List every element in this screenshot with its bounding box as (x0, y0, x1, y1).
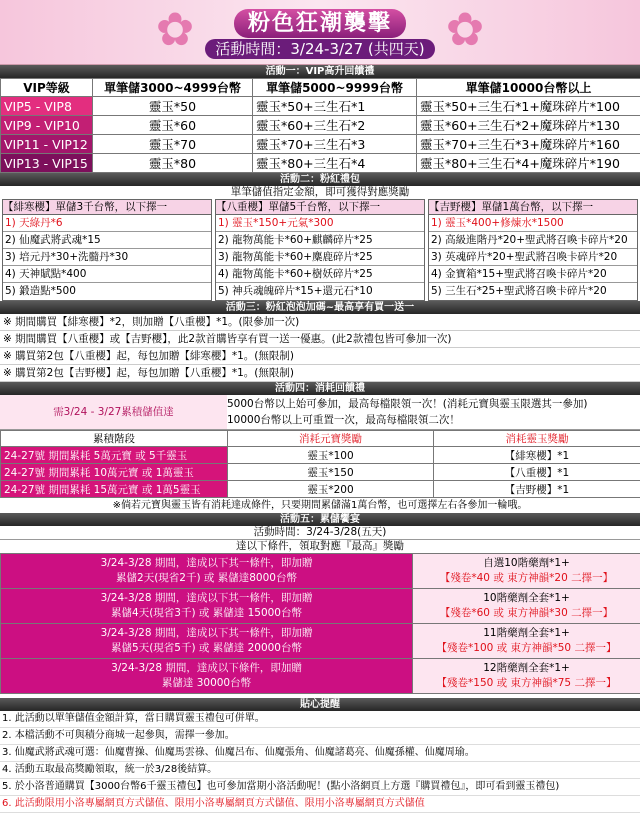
list-item: 3) 龍物萬能卡*60+麋鹿碎片*25 (216, 249, 424, 266)
act3-title: 活動三：粉紅泡泡加碼~最高享有買一送一 (0, 301, 640, 314)
reward-cell: 靈玉*200 (228, 481, 434, 498)
tips-title: 貼心提醒 (0, 698, 640, 711)
table-row (1, 554, 640, 589)
list-item: 2) 龍物萬能卡*60+麒麟碎片*25 (216, 232, 424, 249)
act1-title: 活動一：VIP高升回饋禮 (0, 65, 640, 78)
act4-title: 活動四：消耗回饋禮 (0, 382, 640, 395)
reward-cell: 靈玉*70+三生石*3 (253, 135, 417, 154)
list-item: 1) 靈玉*400+修煉水*1500 (429, 215, 637, 232)
table-row (1, 659, 640, 694)
act3-line: ※ 購買第2包【吉野櫻】起，每包加贈【八重櫻】*1。(無限制) (0, 365, 640, 382)
list-item: 1) 天綠丹*6 (3, 215, 211, 232)
reward-cell: 靈玉*50 (93, 97, 253, 116)
vip-level: VIP9 - VIP10 (1, 116, 93, 135)
condition-cell: 3/24-3/28 期間，達成以下其一條件，即加贈 累儲4天(現省3千) 或 累儲達 15000台幣 (1, 589, 413, 624)
act3-line: ※ 購買第2包【八重櫻】起，每包加贈【緋寒櫻】*1。(無限制) (0, 348, 640, 365)
flower-left-icon: ✿ (150, 0, 200, 60)
act3-line: ※ 期間購買【緋寒櫻】*2，則加贈【八重櫻】*1。(限參加一次) (0, 314, 640, 331)
act4-condition-text (227, 395, 640, 429)
reward-cell: 靈玉*50+三生石*1+魔珠碎片*100 (417, 97, 640, 116)
reward-cell: 靈玉*80 (93, 154, 253, 173)
table-row (1, 154, 640, 173)
vip-header-tier1: 單筆儲3000~4999台幣 (93, 79, 253, 97)
list-item: 1. 此活動以單筆儲值金額計算，當日購買靈玉禮包可併單。 (0, 711, 640, 728)
event-period: 活動時間：3/24-3/27 (共四天) (0, 38, 640, 59)
consume-header-lingyu: 消耗靈玉獎勵 (434, 431, 640, 447)
consume-stage: 24-27號 期間累耗 15萬元寶 或 1萬5靈玉 (1, 481, 228, 498)
act2-title: 活動二：粉紅禮包 (0, 173, 640, 186)
table-row (1, 624, 640, 659)
act4-rule-1: 5000台幣以上始可參加，最高每檔限領一次！(消耗元寶與靈玉限選其一參加) (227, 396, 640, 412)
list-item: 3. 仙魔武將武魂可選：仙魔曹操、仙魔馬雲祿、仙魔呂布、仙魔張角、仙魔諸葛亮、仙魔孫權、仙魔周瑜。 (0, 745, 640, 762)
list-item: 5) 三生石*25+聖武將召喚卡碎片*20 (429, 283, 637, 299)
pack-yoshino (428, 199, 638, 301)
table-row (1, 589, 640, 624)
list-item: 3) 英魂碎片*20+聖武將召喚卡碎片*20 (429, 249, 637, 266)
list-item: 3) 培元丹*30+洗髓丹*30 (3, 249, 211, 266)
tips-list (0, 711, 640, 813)
act4-condition (0, 395, 640, 430)
banner (0, 0, 640, 65)
consume-header-yuanbao: 消耗元寶獎勵 (228, 431, 434, 447)
consume-table (0, 430, 640, 498)
list-item: 5. 於小洛普通購買【3000台幣6千靈玉禮包】也可參加當期小洛活動呢！(點小洛網頁上方選『購買禮包』，即可看到靈玉禮包) (0, 779, 640, 796)
vip-level: VIP13 - VIP15 (1, 154, 93, 173)
consume-stage: 24-27號 期間累耗 10萬元寶 或 1萬靈玉 (1, 464, 228, 481)
reward-cell: 靈玉*70 (93, 135, 253, 154)
vip-level: VIP5 - VIP8 (1, 97, 93, 116)
page-title: 粉色狂潮襲擊 (0, 6, 640, 37)
list-item: 5) 神兵魂魄碎片*15+還元石*10 (216, 283, 424, 299)
vip-header-tier2: 單筆儲5000~9999台幣 (253, 79, 417, 97)
pack-header: 【緋寒櫻】單儲3千台幣，以下擇一 (3, 200, 211, 215)
flower-right-icon: ✿ (440, 0, 490, 60)
vip-header-tier3: 單筆儲10000台幣以上 (417, 79, 640, 97)
table-row (1, 116, 640, 135)
reward-cell: 靈玉*150 (228, 464, 434, 481)
reward-cell: 靈玉*80+三生石*4 (253, 154, 417, 173)
reward-cell: 【緋寒櫻】*1 (434, 447, 640, 464)
list-item: 4) 龍物萬能卡*60+樹妖碎片*25 (216, 266, 424, 283)
list-item: 4) 天神賦點*400 (3, 266, 211, 283)
reward-cell: 12階藥劑全套*1+ 【殘卷*150 或 東方神韻*75 二擇一】 (413, 659, 640, 694)
reward-cell: 靈玉*70+三生石*3+魔珠碎片*160 (417, 135, 640, 154)
consume-stage: 24-27號 期間累耗 5萬元寶 或 5千靈玉 (1, 447, 228, 464)
vip-header-level: VIP等級 (1, 79, 93, 97)
consume-table-header (1, 431, 640, 447)
reward-cell: 【吉野櫻】*1 (434, 481, 640, 498)
list-item: 4) 金寶箱*15+聖武將召喚卡碎片*20 (429, 266, 637, 283)
act4-condition-label: 需3/24 - 3/27累積儲值達 (0, 395, 227, 429)
pack-list (0, 199, 640, 301)
reward-cell: 自選10階藥劑*1+ 【殘卷*40 或 東方神韻*20 二擇一】 (413, 554, 640, 589)
reward-cell: 【八重櫻】*1 (434, 464, 640, 481)
list-item: 5) 鍛造點*500 (3, 283, 211, 299)
list-item: 1) 靈玉*150+元氣*300 (216, 215, 424, 232)
list-item: 4. 活動五取最高獎勵領取，統一於3/28後結算。 (0, 762, 640, 779)
act5-title: 活動五：累儲饗宴 (0, 513, 640, 526)
reward-cell: 靈玉*50+三生石*1 (253, 97, 417, 116)
reward-cell: 靈玉*60+三生石*2 (253, 116, 417, 135)
reward-cell: 靈玉*60 (93, 116, 253, 135)
list-item: 2. 本檔活動不可與積分商城一起參與，需擇一參加。 (0, 728, 640, 745)
table-row (1, 481, 640, 498)
pack-yae (215, 199, 425, 301)
condition-cell: 3/24-3/28 期間，達成以下其一條件，即加贈 累儲2天(現省2千) 或 累儲達8000台幣 (1, 554, 413, 589)
consume-header-stage: 累積階段 (1, 431, 228, 447)
reward-cell: 10階藥劑全套*1+ 【殘卷*60 或 東方神韻*30 二擇一】 (413, 589, 640, 624)
reward-cell: 靈玉*80+三生石*4+魔珠碎片*190 (417, 154, 640, 173)
table-row (1, 464, 640, 481)
reward-cell: 11階藥劑全套*1+ 【殘卷*100 或 東方神韻*50 二擇一】 (413, 624, 640, 659)
list-item: 6. 此活動限用小洛專屬網頁方式儲值、限用小洛專屬網頁方式儲值、限用小洛專屬網頁方式儲值 (0, 796, 640, 813)
pack-header: 【吉野櫻】單儲1萬台幣，以下擇一 (429, 200, 637, 215)
condition-cell: 3/24-3/28 期間，達成以下條件，即加贈 累儲達 30000台幣 (1, 659, 413, 694)
table-row (1, 97, 640, 116)
list-item: 2) 仙魔武將武魂*15 (3, 232, 211, 249)
act5-subtitle: 達以下條件，領取對應『最高』獎勵 (0, 540, 640, 553)
act3-line: ※ 期間購買【八重櫻】或【吉野櫻】，此2款首購皆享有買一送一優惠。(此2款禮包皆可參加一次) (0, 331, 640, 348)
vip-level: VIP11 - VIP12 (1, 135, 93, 154)
vip-table (0, 78, 640, 173)
pack-hikan (2, 199, 212, 301)
act5-time: 活動時間：3/24-3/28(五天) (0, 526, 640, 540)
list-item: 2) 高級進階丹*20+聖武將召喚卡碎片*20 (429, 232, 637, 249)
vip-table-header (1, 79, 640, 97)
table-row (1, 447, 640, 464)
pack-header: 【八重櫻】單儲5千台幣，以下擇一 (216, 200, 424, 215)
act2-subtitle: 單筆儲值指定金額，即可獲得對應獎勵 (0, 186, 640, 199)
act4-rule-2: 10000台幣以上可重置一次，最高每檔限領二次！ (227, 412, 640, 428)
act4-note: ※倘若元寶與靈玉皆有消耗達成條件，只要期間累儲滿1萬台幣，也可選擇左右各參加一輪哦。 (0, 498, 640, 513)
table-row (1, 135, 640, 154)
accumulate-table (0, 553, 640, 694)
condition-cell: 3/24-3/28 期間，達成以下其一條件，即加贈 累儲5天(現省5千) 或 累儲達 20000台幣 (1, 624, 413, 659)
reward-cell: 靈玉*60+三生石*2+魔珠碎片*130 (417, 116, 640, 135)
reward-cell: 靈玉*100 (228, 447, 434, 464)
